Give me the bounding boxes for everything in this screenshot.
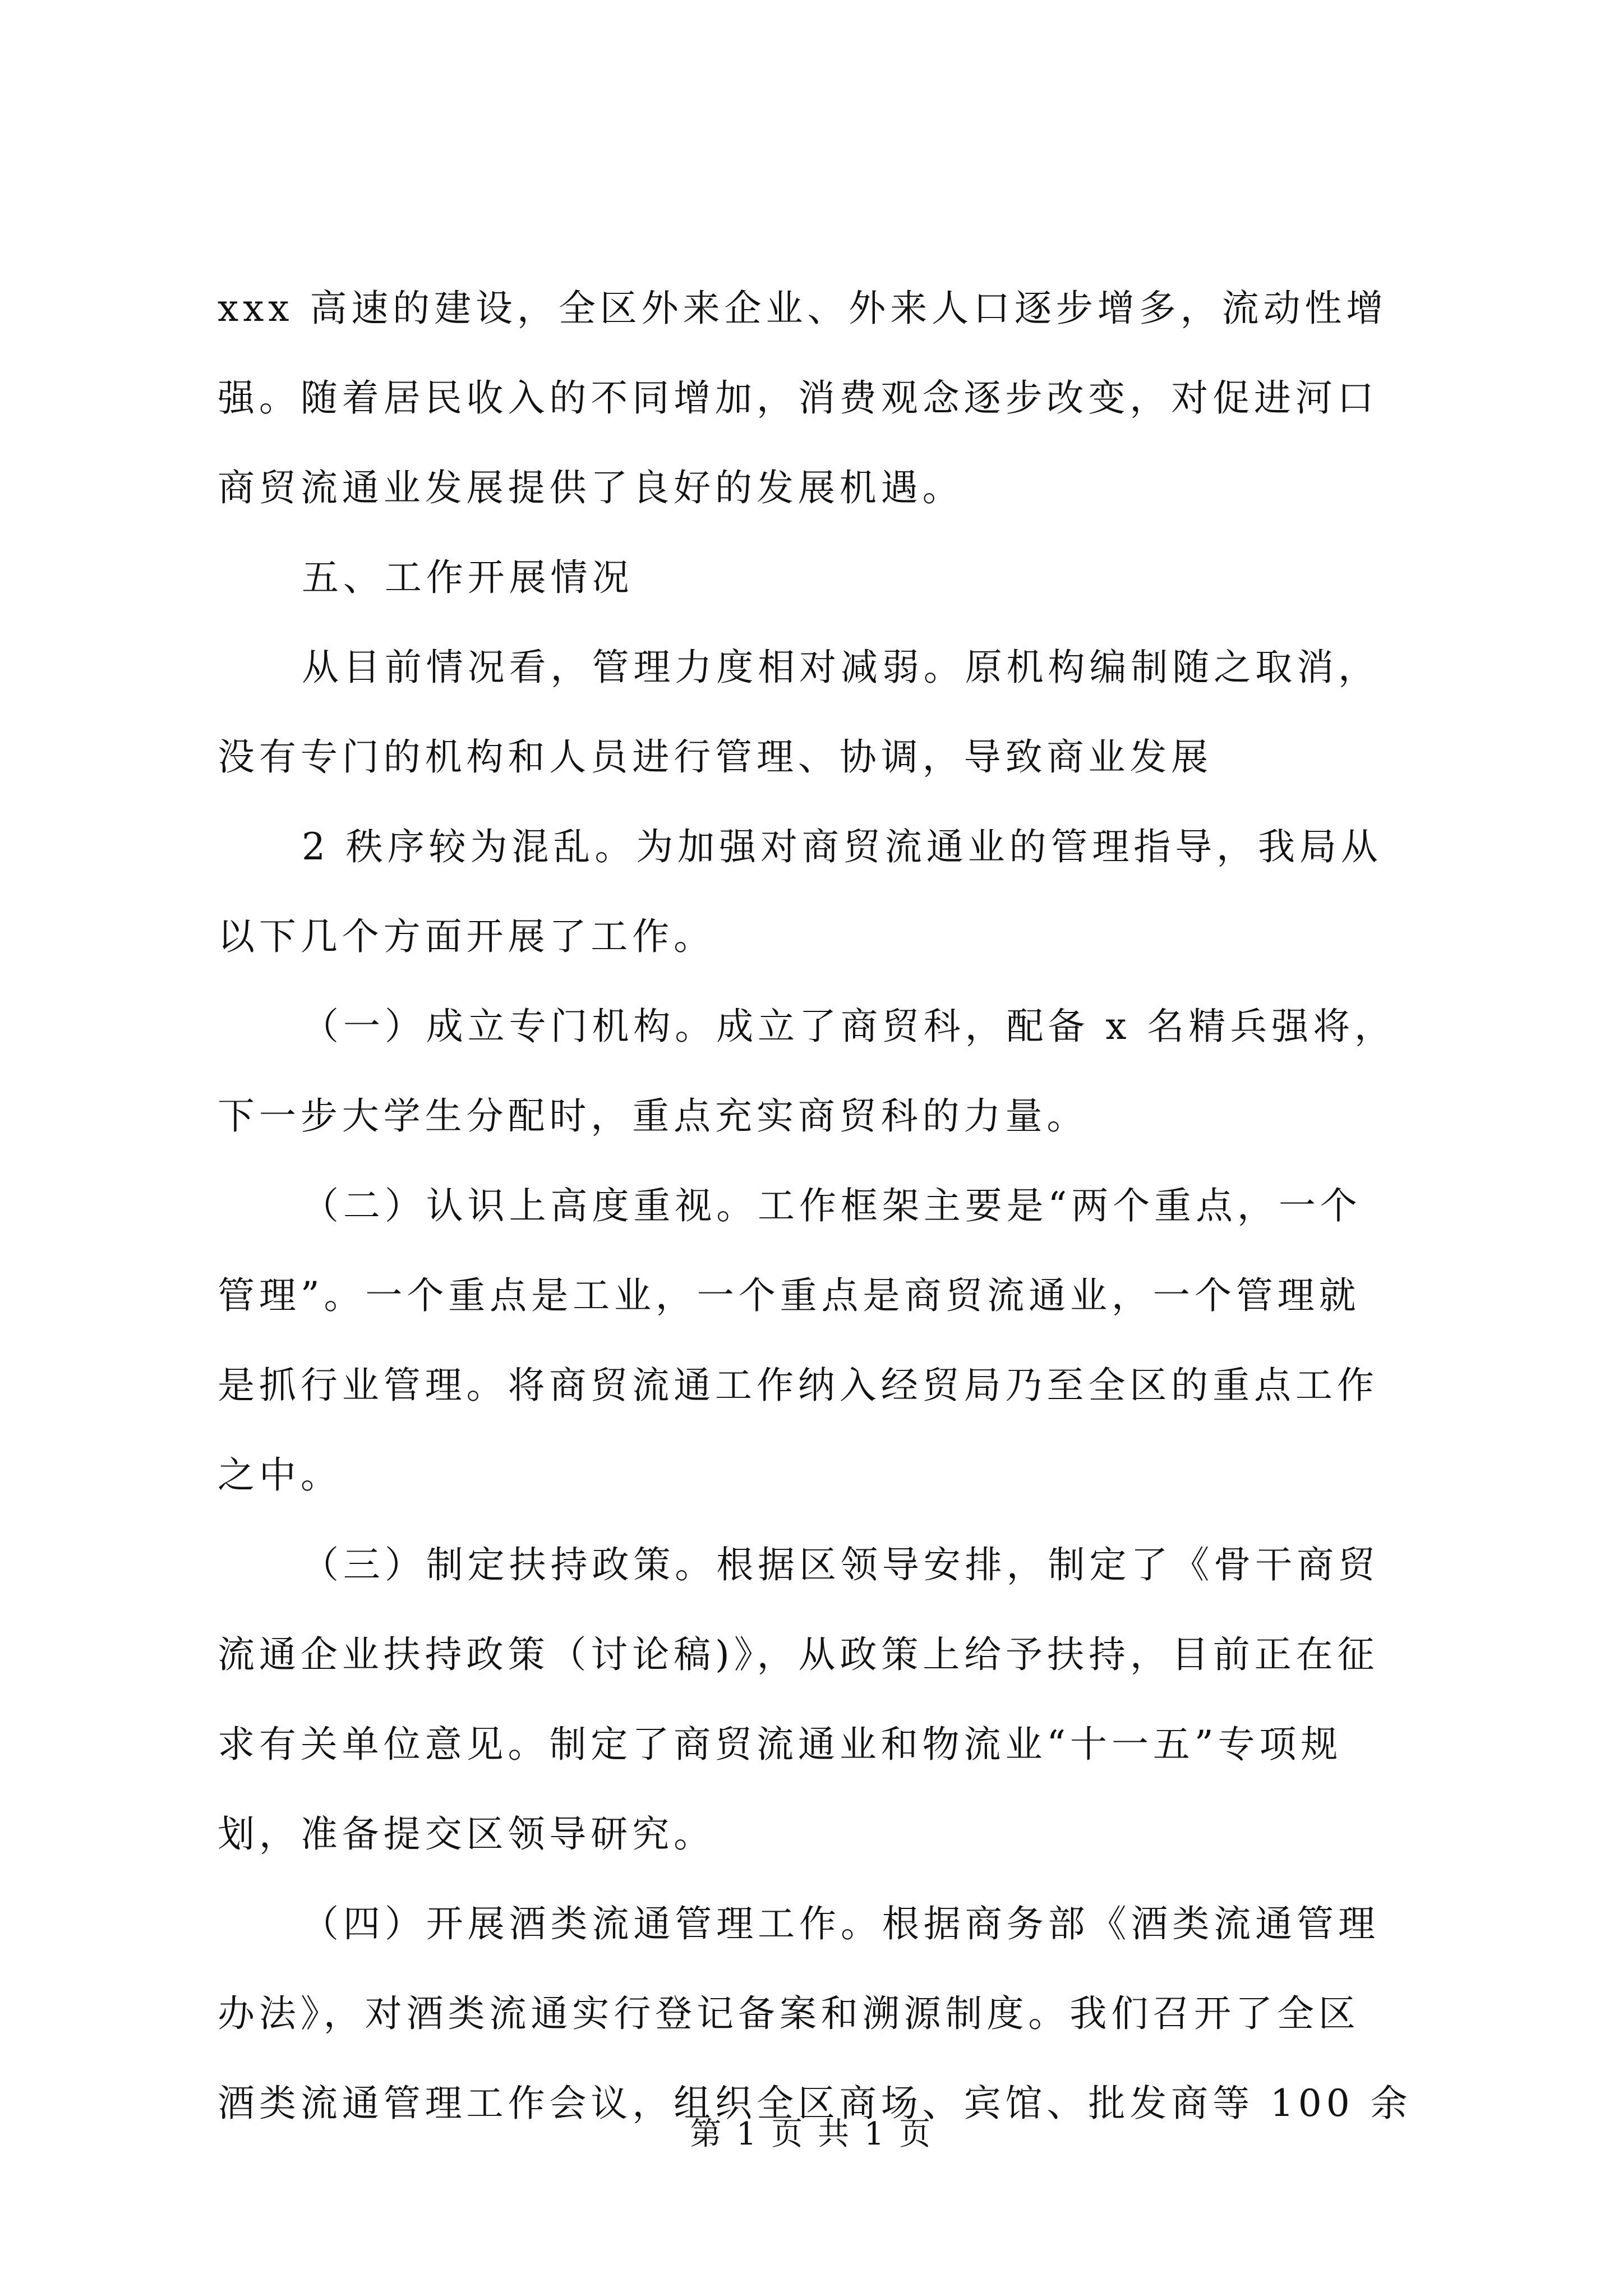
- text-line: xxx 高速的建设，全区外来企业、外来人口逐步增多，流动性增: [218, 287, 1388, 330]
- text-line: 求有关单位意见。制定了商贸流通业和物流业“十一五”专项规: [218, 1723, 1343, 1766]
- text-line: 强。随着居民收入的不同增加，消费观念逐步改变，对促进河口: [218, 376, 1378, 420]
- text-line: 是抓行业管理。将商贸流通工作纳入经贸局乃至全区的重点工作: [218, 1364, 1378, 1407]
- page-footer: 第 1 页 共 1 页: [690, 2116, 933, 2152]
- text-line: （一）成立专门机构。成立了商贸科，配备 x 名精兵强将，: [302, 1005, 1396, 1048]
- text-line: 划，准备提交区领导研究。: [218, 1812, 716, 1856]
- text-line: （三）制定扶持政策。根据区领导安排，制定了《骨干商贸: [302, 1543, 1380, 1586]
- text-line: （四）开展酒类流通管理工作。根据商务部《酒类流通管理: [302, 1902, 1380, 1945]
- text-line: 办法》，对酒类流通实行登记备案和溯源制度。我们召开了全区: [218, 1992, 1360, 2035]
- text-line: 商贸流通业发展提供了良好的发展机遇。: [218, 466, 964, 509]
- text-line: 流通企业扶持政策（讨论稿)》，从政策上给予扶持，目前正在征: [218, 1633, 1379, 1676]
- text-line: 酒类流通管理工作会议，组织全区商场、宾馆、批发商等 100 余: [218, 2082, 1412, 2125]
- text-line: 从目前情况看，管理力度相对减弱。原机构编制随之取消，: [302, 646, 1380, 689]
- text-line: 以下几个方面开展了工作。: [218, 915, 716, 958]
- text-line: 2 秩序较为混乱。为加强对商贸流通业的管理指导，我局从: [302, 825, 1382, 868]
- text-line: 之中。: [218, 1453, 342, 1497]
- text-line: 下一步大学生分配时，重点充实商贸科的力量。: [218, 1094, 1089, 1138]
- section-heading: 五、工作开展情况: [302, 556, 634, 599]
- text-line: （二）认识上高度重视。工作框架主要是“两个重点，一个: [302, 1184, 1362, 1227]
- text-line: 没有专门的机构和人员进行管理、协调，导致商业发展: [218, 735, 1213, 779]
- text-line: 管理”。一个重点是工业，一个重点是商贸流通业，一个管理就: [218, 1274, 1361, 1317]
